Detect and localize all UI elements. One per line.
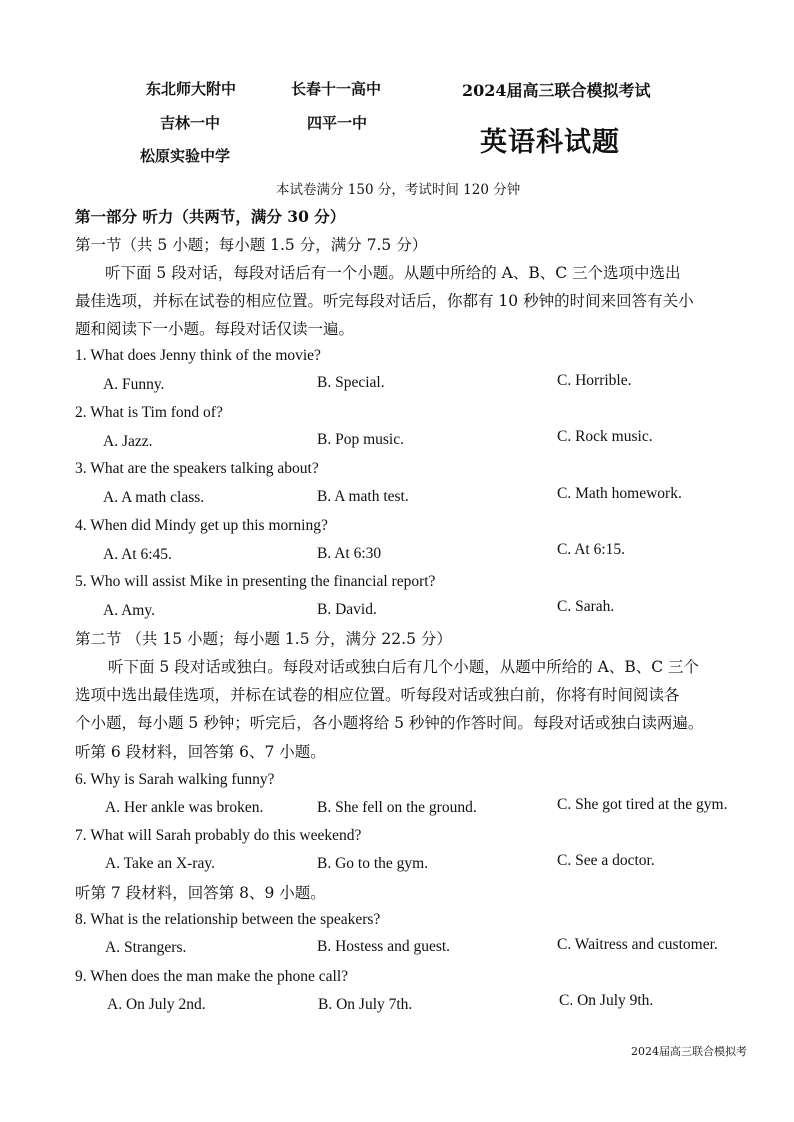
q2-option-a: A. Jazz. xyxy=(103,433,153,450)
q1-option-a: A. Funny. xyxy=(103,376,165,393)
question-9: 9. When does the man make the phone call? xyxy=(75,968,349,985)
q4-option-b: B. At 6:30 xyxy=(317,545,382,562)
q9-option-a: A. On July 2nd. xyxy=(107,996,206,1013)
question-4: 4. When did Mindy get up this morning? xyxy=(75,517,328,534)
section1-instruction-line2: 最佳选项，并标在试卷的相应位置。听完每段对话后，你都有 10 秒钟的时间来回答有关小 xyxy=(75,292,694,310)
section2-instruction-line1: 听下面 5 段对话或独白。每段对话或独白后有几个小题，从题中所给的 A、B、C 三个 xyxy=(108,658,700,676)
section1-title: 第一节（共 5 小题；每小题 1.5 分，满分 7.5 分） xyxy=(75,236,428,254)
q8-option-b: B. Hostess and guest. xyxy=(317,938,451,955)
q5-option-a: A. Amy. xyxy=(103,602,155,619)
section2-instruction-line3: 个小题，每小题 5 秒钟；听完后，各小题将给 5 秒钟的作答时间。每段对话或独白读两遍。 xyxy=(75,714,704,732)
q9-option-c: C. On July 9th. xyxy=(559,992,654,1009)
question-7: 7. What will Sarah probably do this weekend? xyxy=(75,827,362,844)
section2-title: 第二节 （共 15 小题；每小题 1.5 分，满分 22.5 分） xyxy=(75,630,452,648)
material-6-note: 听第 6 段材料，回答第 6、7 小题。 xyxy=(75,743,326,761)
q6-option-a: A. Her ankle was broken. xyxy=(105,799,264,816)
q3-option-c: C. Math homework. xyxy=(557,485,682,502)
q7-option-b: B. Go to the gym. xyxy=(317,855,429,872)
school-name-1: 东北师大附中 xyxy=(146,80,237,98)
section1-instruction-line1: 听下面 5 段对话，每段对话后有一个小题。从题中所给的 A、B、C 三个选项中选出 xyxy=(105,264,681,282)
q3-option-b: B. A math test. xyxy=(317,488,409,505)
part1-title: 第一部分 听力（共两节，满分 30 分） xyxy=(75,207,346,226)
section1-instruction-line3: 题和阅读下一小题。每段对话仅读一遍。 xyxy=(75,320,355,338)
section2-instruction-line2: 选项中选出最佳选项，并标在试卷的相应位置。听每段对话或独白前，你将有时间阅读各 xyxy=(75,686,680,704)
q7-option-a: A. Take an X-ray. xyxy=(105,855,215,872)
subject-title: 英语科试题 xyxy=(480,127,620,158)
q7-option-c: C. See a doctor. xyxy=(557,852,655,869)
q3-option-a: A. A math class. xyxy=(103,489,205,506)
q5-option-c: C. Sarah. xyxy=(557,598,615,615)
school-name-3: 吉林一中 xyxy=(160,114,221,132)
q8-option-c: C. Waitress and customer. xyxy=(557,936,718,953)
q4-option-a: A. At 6:45. xyxy=(103,546,172,563)
question-6: 6. Why is Sarah walking funny? xyxy=(75,771,275,788)
exam-title: 2024届高三联合模拟考试 xyxy=(462,81,651,100)
page-footer: 2024届高三联合模拟考 xyxy=(631,1045,747,1058)
q8-option-a: A. Strangers. xyxy=(105,939,187,956)
q5-option-b: B. David. xyxy=(317,601,377,618)
question-8: 8. What is the relationship between the speakers? xyxy=(75,911,381,928)
school-name-5: 松原实验中学 xyxy=(140,147,231,165)
q2-option-c: C. Rock music. xyxy=(557,428,653,445)
q1-option-b: B. Special. xyxy=(317,374,385,391)
question-5: 5. Who will assist Mike in presenting the financial report? xyxy=(75,573,436,590)
exam-info: 本试卷满分 150 分，考试时间 120 分钟 xyxy=(276,182,521,198)
q4-option-c: C. At 6:15. xyxy=(557,541,626,558)
q6-option-c: C. She got tired at the gym. xyxy=(557,796,728,813)
material-7-note: 听第 7 段材料，回答第 8、9 小题。 xyxy=(75,884,326,902)
question-2: 2. What is Tim fond of? xyxy=(75,404,223,421)
q2-option-b: B. Pop music. xyxy=(317,431,404,448)
q1-option-c: C. Horrible. xyxy=(557,372,632,389)
school-name-4: 四平一中 xyxy=(307,114,368,132)
question-1: 1. What does Jenny think of the movie? xyxy=(75,347,321,364)
school-name-2: 长春十一高中 xyxy=(291,80,382,98)
q6-option-b: B. She fell on the ground. xyxy=(317,799,477,816)
question-3: 3. What are the speakers talking about? xyxy=(75,460,319,477)
q9-option-b: B. On July 7th. xyxy=(318,996,413,1013)
